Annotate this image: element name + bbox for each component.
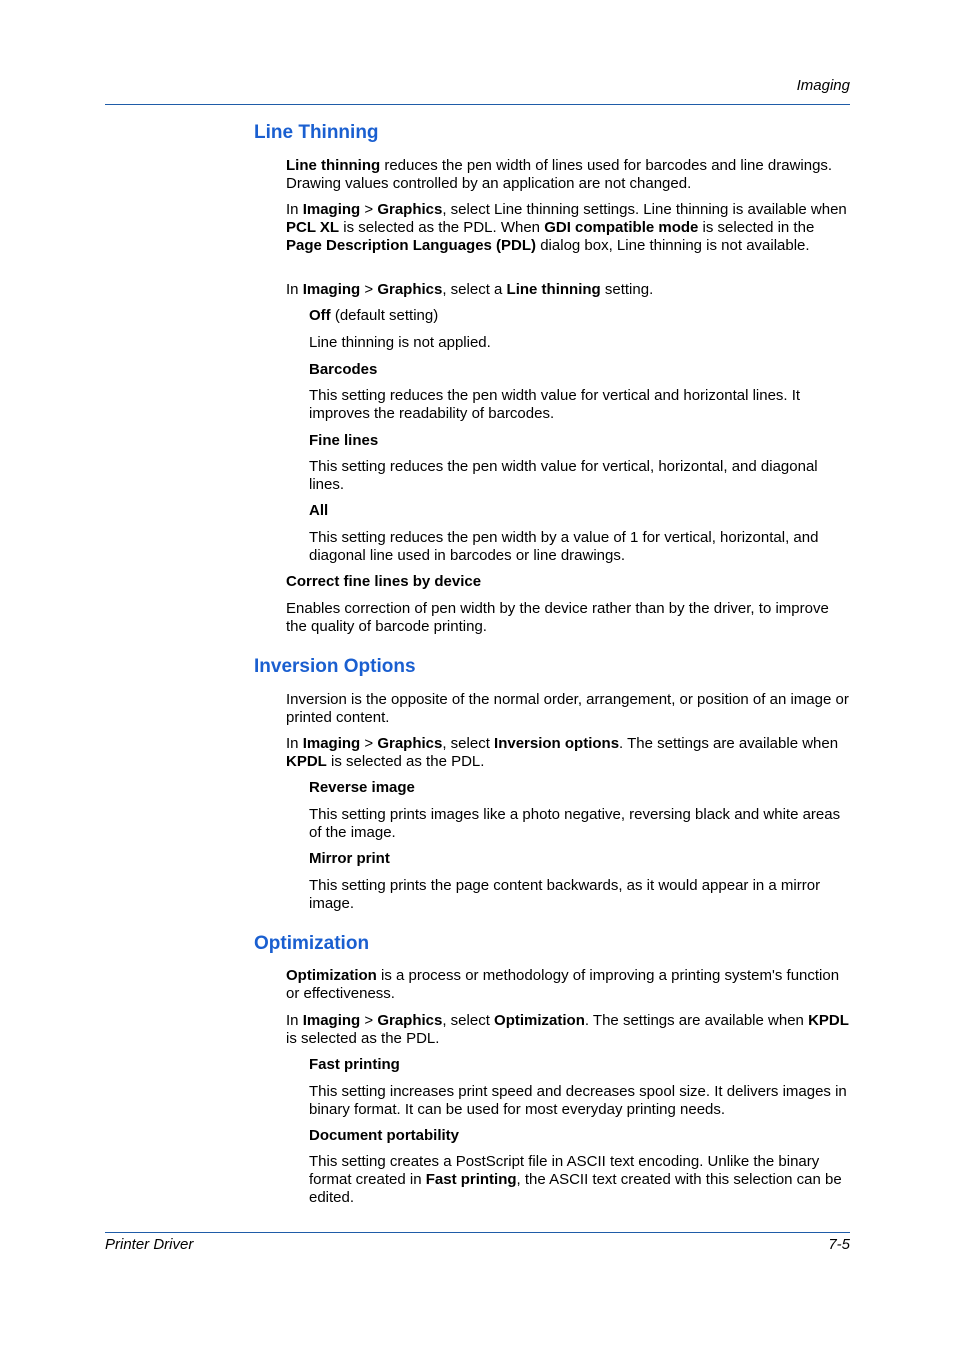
option-all-desc: This setting reduces the pen width by a value of 1 for vertical, horizontal, and diagonal line used in barcodes or line drawings. <box>309 529 819 564</box>
option-all-label: All <box>309 502 329 519</box>
option-document-portability-desc: This setting creates a PostScript file in ASCII text encoding. Unlike the binary format created in Fast printing, the ASCII text created with this selection can be edited. <box>309 1153 842 1206</box>
option-mirror-print-label: Mirror print <box>309 850 390 867</box>
option-off-desc: Line thinning is not applied. <box>309 334 491 351</box>
line-thinning-select: In Imaging > Graphics, select a Line thinning setting. <box>286 281 654 298</box>
option-fast-printing-desc: This setting increases print speed and decreases spool size. It delivers images in binary format. It can be used for most everyday printing needs. <box>309 1083 847 1118</box>
option-fine-lines-label: Fine lines <box>309 432 379 449</box>
header-rule <box>105 104 850 105</box>
option-off-label: Off (default setting) <box>309 307 439 324</box>
heading-line-thinning: Line Thinning <box>254 122 379 143</box>
footer-rule <box>105 1232 850 1233</box>
line-thinning-availability: In Imaging > Graphics, select Line thinning settings. Line thinning is available when PCL XL is selected as the PDL. When GDI compatible mode is selected in the Page Description Languages (PDL) dialog box, Line thinning is not available. <box>286 201 847 254</box>
option-barcodes-desc: This setting reduces the pen width value for vertical and horizontal lines. It improves the readability of barcodes. <box>309 387 801 422</box>
option-fine-lines-desc: This setting reduces the pen width value for vertical, horizontal, and diagonal lines. <box>309 458 818 493</box>
optimization-intro: Optimization is a process or methodology of improving a printing system's function or effectiveness. <box>286 967 840 1002</box>
inversion-select: In Imaging > Graphics, select Inversion options. The settings are available when KPDL is selected as the PDL. <box>286 735 839 770</box>
correct-fine-lines-desc: Enables correction of pen width by the device rather than by the driver, to improve the quality of barcode printing. <box>286 600 829 635</box>
header-section-title: Imaging <box>796 77 850 94</box>
optimization-select: In Imaging > Graphics, select Optimization. The settings are available when KPDL is selected as the PDL. <box>286 1012 849 1047</box>
heading-optimization: Optimization <box>254 933 370 954</box>
line-thinning-intro: Line thinning reduces the pen width of lines used for barcodes and line drawings. Drawing values controlled by an application are not changed. <box>286 157 833 192</box>
inversion-intro: Inversion is the opposite of the normal order, arrangement, or position of an image or printed content. <box>286 691 849 726</box>
heading-inversion-options: Inversion Options <box>254 656 416 677</box>
correct-fine-lines-label: Correct fine lines by device <box>286 573 482 590</box>
option-mirror-print-desc: This setting prints the page content backwards, as it would appear in a mirror image. <box>309 877 821 912</box>
option-document-portability-label: Document portability <box>309 1127 460 1144</box>
footer-document-title: Printer Driver <box>105 1236 194 1253</box>
option-barcodes-label: Barcodes <box>309 361 378 378</box>
footer-page-number: 7-5 <box>828 1236 850 1253</box>
option-fast-printing-label: Fast printing <box>309 1056 400 1073</box>
option-reverse-image-label: Reverse image <box>309 779 415 796</box>
option-reverse-image-desc: This setting prints images like a photo negative, reversing black and white areas of the image. <box>309 806 841 841</box>
